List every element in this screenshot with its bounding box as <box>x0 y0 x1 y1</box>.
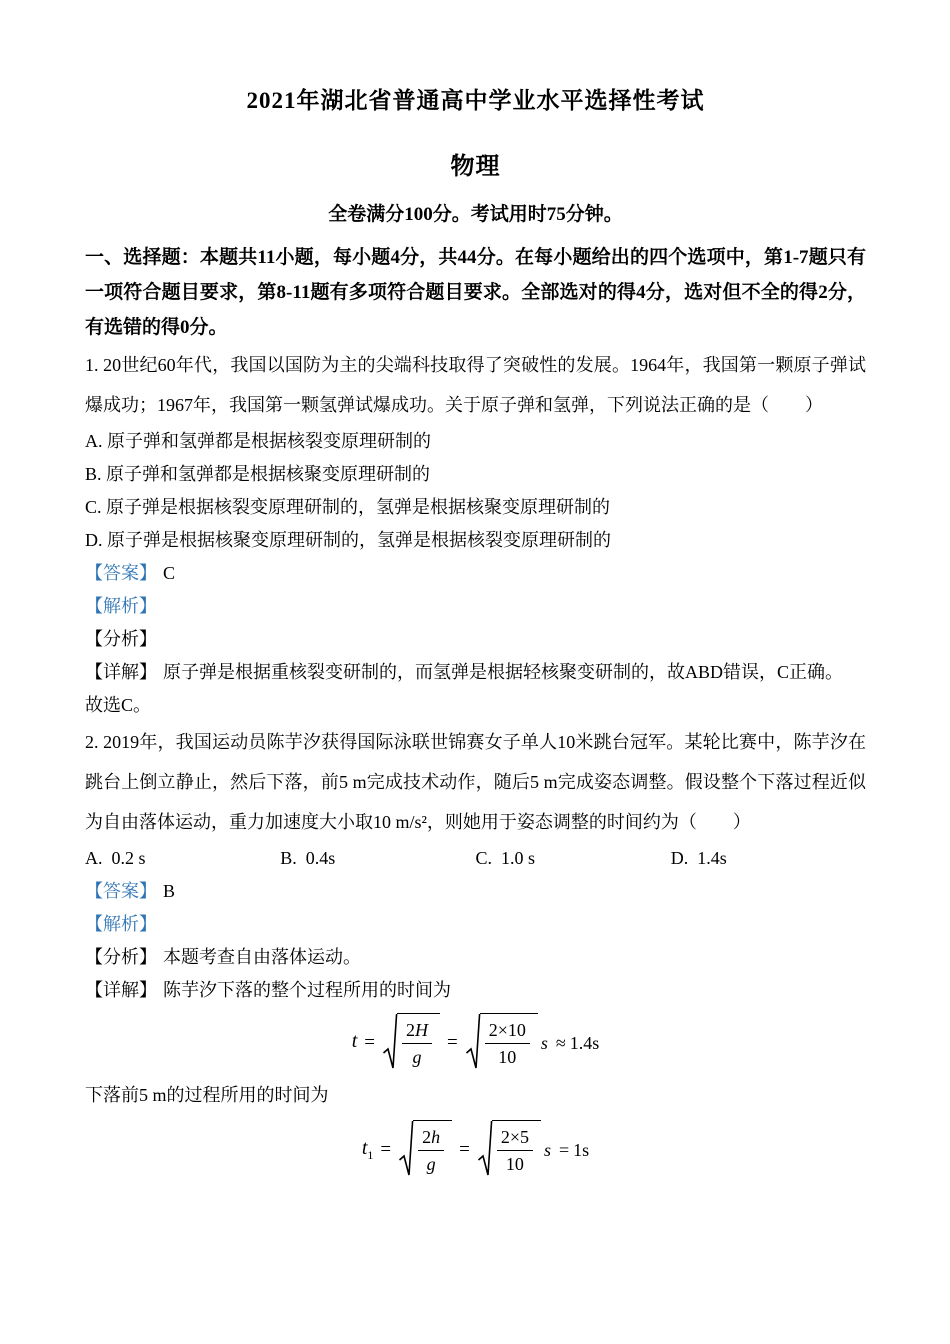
question-2-xiangjie-line <box>85 974 866 1007</box>
formula-first-5m-time <box>85 1118 866 1182</box>
xiangjie-label: 【详解】 <box>85 980 157 1000</box>
question-1-jiexi-line <box>85 590 866 623</box>
xiangjie-label: 【详解】 <box>85 662 157 682</box>
formula-total-fall-time <box>85 1011 866 1075</box>
fraction-2H-over-g: $\frac{2H}{g}$ <box>402 1019 432 1068</box>
equals-sign: = <box>380 1139 392 1160</box>
question-2-option-b: B. 0.4s <box>280 848 336 868</box>
equals-sign: = <box>364 1032 375 1053</box>
square-root <box>477 1120 541 1180</box>
question-2-jiexi-line <box>85 908 866 941</box>
question-2-options-row <box>85 842 866 875</box>
question-2-fenxi-line <box>85 941 866 974</box>
jiexi-label: 【解析】 <box>85 914 157 934</box>
radical-icon <box>382 1013 398 1073</box>
fraction-2x10-over-10: $\frac{2\times 10}{10}$ <box>485 1019 530 1068</box>
document-subject: 物理 <box>450 154 501 180</box>
approx-sign: ≈ <box>555 1032 566 1053</box>
question-1-option-a: A. 原子弹和氢弹都是根据核裂变原理研制的 <box>85 431 431 451</box>
equals-sign: = <box>446 1032 458 1053</box>
question-2-option-c: C. 1.0 s <box>475 848 536 868</box>
exam-info-line: 全卷满分100分。考试用时75分钟。 <box>328 204 623 225</box>
document-title: 2021年湖北省普通高中学业水平选择性考试 <box>246 88 705 113</box>
question-1-option-d: D. 原子弹是根据核聚变原理研制的，氢弹是根据核裂变原理研制的 <box>85 530 611 550</box>
jiexi-label: 【解析】 <box>85 596 157 616</box>
question-1-fenxi-line <box>85 623 866 656</box>
square-root <box>398 1120 452 1180</box>
question-1-option-b: B. 原子弹和氢弹都是根据核聚变原理研制的 <box>85 464 431 484</box>
radical-icon <box>465 1013 481 1073</box>
fraction-2x5-over-10: $\frac{2\times 5}{10}$ <box>497 1126 533 1175</box>
question-2-answer-line <box>85 875 866 908</box>
question-1-answer-line <box>85 557 866 590</box>
formula1-result: 1.4s <box>569 1032 600 1053</box>
question-2-option-a: A. 0.2 s <box>85 848 146 868</box>
square-root <box>465 1013 538 1073</box>
section-1-header: 一、选择题：本题共11小题，每小题4分，共44分。在每小题给出的四个选项中，第1-7题只有一项符合题目要求，第8-11题有多项符合题目要求。全部选对的得4分，选对但不全的得2分，有选错的得0分。 <box>85 247 866 338</box>
answer-label: 【答案】 <box>85 881 157 901</box>
question-1-xiangjie-line <box>85 656 866 689</box>
fenxi-label: 【分析】 <box>85 629 157 649</box>
question-2-fenxi-text: 本题考查自由落体运动。 <box>163 947 361 967</box>
question-2-answer-value: B <box>163 881 176 901</box>
question-1-option-c: C. 原子弹是根据核裂变原理研制的，氢弹是根据核聚变原理研制的 <box>85 497 611 517</box>
equals-sign: = <box>459 1139 470 1160</box>
question-2-between-text: 下落前5 m的过程所用的时间为 <box>85 1085 329 1105</box>
equals-sign: = <box>559 1139 570 1160</box>
question-1 <box>85 345 866 722</box>
question-2-stem: 2. 2019年，我国运动员陈芋汐获得国际泳联世锦赛女子单人10米跳台冠军。某轮比赛中，陈芋汐在跳台上倒立静止，然后下落，前5 m完成技术动作，随后5 m完成姿态调整。假设整个下落过程近似为自由落体运动，重力加速度大小取10 m/s²，则她用于姿态调整的时间约为（ ） <box>85 732 866 832</box>
formula1-variable: t <box>351 1030 358 1052</box>
unit-seconds: s <box>543 1139 551 1160</box>
question-2 <box>85 722 866 1182</box>
question-2-xiangjie-text: 陈芋汐下落的整个过程所用的时间为 <box>163 980 451 1000</box>
fraction-2h-over-g: $\frac{2h}{g}$ <box>418 1126 444 1175</box>
formula2-result: 1s <box>573 1139 590 1160</box>
question-1-stem: 1. 20世纪60年代，我国以国防为主的尖端科技取得了突破性的发展。1964年，我国第一颗原子弹试爆成功；1967年，我国第一颗氢弹试爆成功。关于原子弹和氢弹，下列说法正确的是（ ） <box>85 355 866 415</box>
question-1-xiangjie-text: 原子弹是根据重核裂变研制的，而氢弹是根据轻核聚变研制的，故ABD错误，C正确。 <box>163 662 844 682</box>
square-root <box>382 1013 440 1073</box>
unit-seconds: s <box>540 1032 548 1053</box>
question-1-conclusion: 故选C。 <box>85 695 152 715</box>
question-2-option-d: D. 1.4s <box>670 848 727 868</box>
question-1-answer-value: C <box>163 563 176 583</box>
radical-icon <box>477 1120 493 1180</box>
fenxi-label: 【分析】 <box>85 947 157 967</box>
radical-icon <box>398 1120 414 1180</box>
answer-label: 【答案】 <box>85 563 157 583</box>
formula2-variable: $t_1$ <box>361 1137 374 1162</box>
